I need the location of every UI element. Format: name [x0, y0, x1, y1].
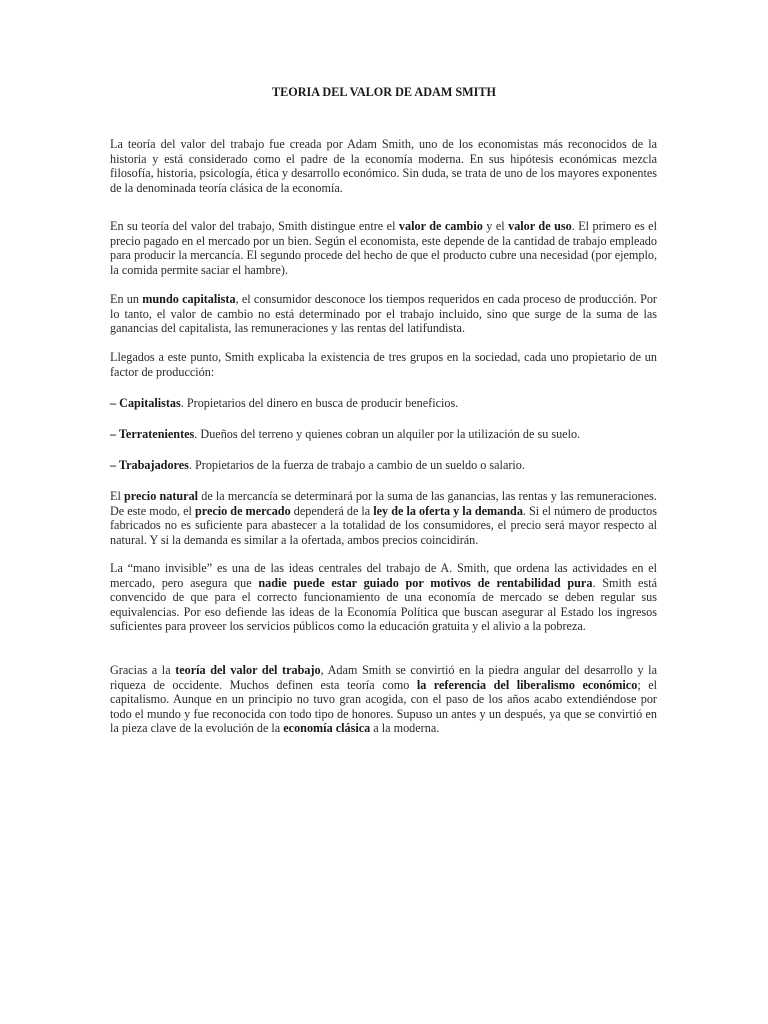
- text-span: . Propietarios del dinero en busca de producir beneficios.: [180, 396, 459, 410]
- text-span: El: [110, 489, 125, 503]
- bold-term: ley de la oferta y la demanda: [373, 503, 523, 518]
- paragraph-intro: La teoría del valor del trabajo fue creada por Adam Smith, uno de los economistas más reconocidos de la historia y está considerado como el padre de la economía moderna. En sus hipótesis económicas mezcla filosofía, historia, psicología, ética y desarrollo económico. Sin duda, se trata de uno de los mayores exponentes de la denominada teoría clásica de la economía.: [110, 137, 657, 195]
- bold-term: – Capitalistas: [110, 396, 181, 410]
- text-span: . Smith está convencido de que para el correcto funcionamiento de una economía de mercado se deben regular sus equivalencias. Por eso defiende las ideas de la Economía Política que buscan asegurar al Estado los ingresos suficientes para proveer los servicios públicos como la educación gratuita y el alivio a la pobreza.: [110, 575, 657, 634]
- bold-term: valor de cambio: [398, 219, 483, 233]
- list-item-trabajadores: [110, 458, 657, 473]
- text-span: , Adam Smith se convirtió en la piedra angular del desarrollo y la riqueza de occidente. Muchos definen esta teoría como: [110, 663, 657, 692]
- text-span: . Dueños del terreno y quienes cobran un alquiler por la utilización de su suelo.: [194, 427, 581, 441]
- paragraph-capitalist-world: [110, 292, 657, 336]
- bold-term: – Terratenientes: [110, 427, 195, 441]
- text-span: , el consumidor desconoce los tiempos requeridos en cada proceso de producción. Por lo tanto, el valor de cambio no está determinado por el trabajo incluido, sino que surge de la suma de las ganancias del capitalista, las remuneraciones y las rentas del latifundista.: [110, 292, 657, 336]
- bold-term: precio natural: [124, 489, 199, 503]
- bold-term: valor de uso: [508, 219, 572, 233]
- page-title: TEORIA DEL VALOR DE ADAM SMITH: [271, 85, 497, 99]
- bold-term: mundo capitalista: [142, 292, 236, 306]
- text-span: . El primero es el precio pagado en el mercado por un bien. Según el economista, este depende de la cantidad de trabajo empleado para producir la mercancía. El segundo procede del hecho de que el producto cubre una necesidad (por ejemplo, la comida permite saciar el hambre).: [110, 219, 657, 277]
- paragraph-invisible-hand: [110, 561, 657, 634]
- bold-term: – Trabajadores: [110, 458, 189, 472]
- list-item-terratenientes: [110, 427, 657, 442]
- text-span: . Si el número de productos fabricados no es suficiente para abastecer a la totalidad de los consumidores, el precio será mayor respecto al natural. Y si la demanda es similar a la ofertada, ambos precios coincidirán.: [110, 503, 657, 547]
- list-item-capitalistas: [110, 396, 657, 411]
- text-span: La “mano invisible” es una de las ideas centrales del trabajo de A. Smith, que ordena las actividades en el mercado, pero asegura que: [110, 561, 657, 590]
- bold-term: precio de mercado: [194, 503, 291, 518]
- text-span: . Propietarios de la fuerza de trabajo a cambio de un sueldo o salario.: [188, 458, 525, 472]
- bold-term: nadie puede estar guiado por motivos de rentabilidad pura: [258, 575, 593, 590]
- bold-term: teoría del valor del trabajo: [175, 663, 321, 677]
- bold-term: la referencia del liberalismo económico: [416, 677, 638, 692]
- paragraph-conclusion: [110, 663, 657, 736]
- text-span: de la mercancía se determinará por la suma de las ganancias, las rentas y las remuneraciones. De este modo, el: [110, 489, 657, 518]
- text-span: a la moderna.: [370, 721, 440, 736]
- text-span: y el: [482, 219, 509, 233]
- paragraph-natural-price: [110, 489, 657, 547]
- text-span: En un: [110, 292, 143, 306]
- paragraph-value-types: [110, 219, 657, 277]
- text-span: En su teoría del valor del trabajo, Smith distingue entre el: [110, 219, 399, 233]
- text-span: dependerá de la: [290, 503, 374, 518]
- paragraph-three-groups: Llegados a este punto, Smith explicaba la existencia de tres grupos en la sociedad, cada uno propietario de un factor de producción:: [110, 350, 657, 379]
- text-span: Gracias a la: [110, 663, 176, 677]
- bold-term: economía clásica: [283, 721, 371, 736]
- text-span: ; el capitalismo. Aunque en un principio no tuvo gran acogida, con el paso de los años acabo extendiéndose por todo el mundo y fue reconocida con todo tipo de honores. Supuso un antes y un después, ya que se convirtió en la pieza clave de la evolución de la: [110, 677, 658, 736]
